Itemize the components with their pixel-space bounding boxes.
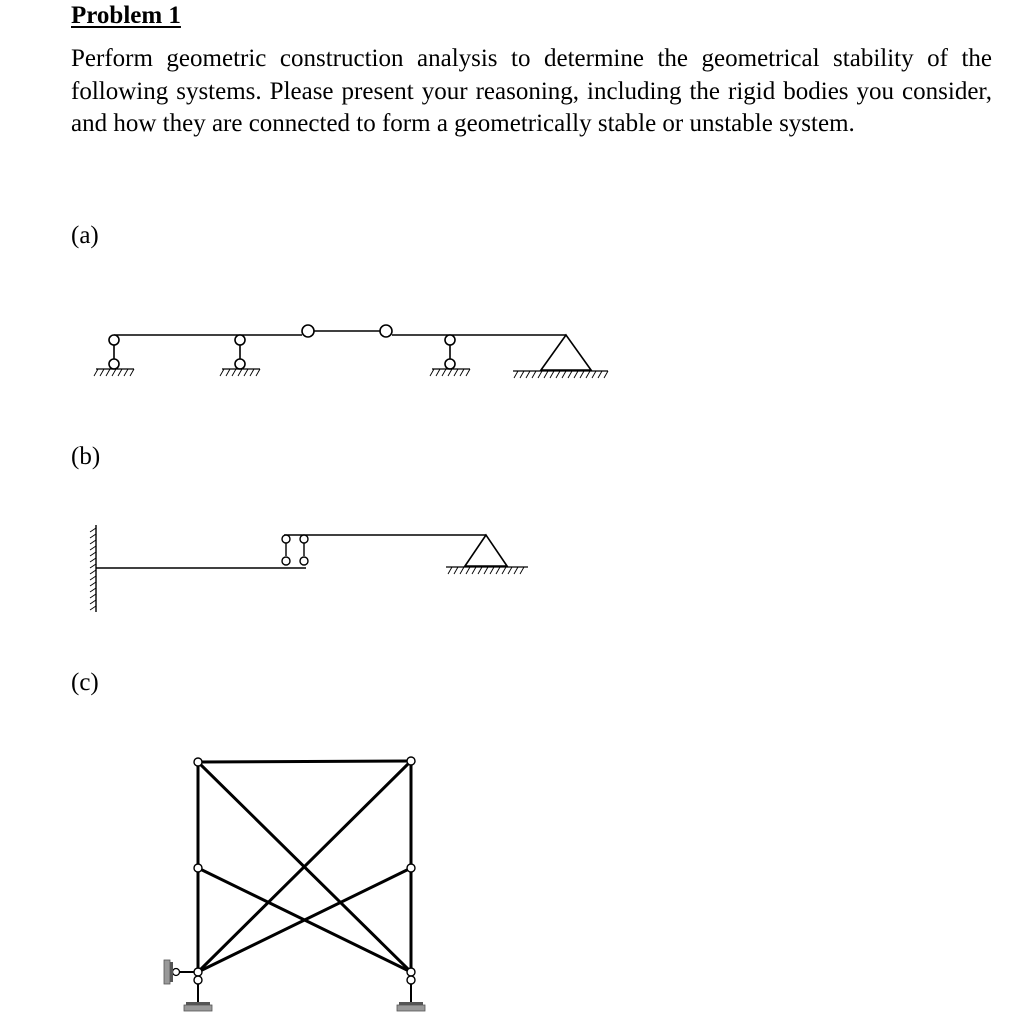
double-link-connection-b: [282, 535, 308, 565]
figure-c-label: (c): [71, 669, 99, 696]
problem-title: Problem 1: [71, 2, 181, 29]
joint-bottom-left: [194, 968, 202, 976]
problem-statement: Perform geometric construction analysis to determine the geometrical stability of the following systems. Please present your reasoning, including the rigid bodies you consider, and how they are connected to form a geometrically stable or unstable system.: [71, 45, 992, 137]
figure-c-diagram: [164, 757, 425, 1011]
frame-top-member: [198, 761, 411, 762]
joint-mid-left: [194, 864, 202, 872]
base-support-left: [184, 976, 212, 1011]
joint-top-left: [194, 758, 202, 766]
pin-support-b: [446, 535, 528, 574]
base-support-right: [397, 976, 425, 1011]
horizontal-link-support-c: [164, 960, 194, 984]
hinge-a-1: [302, 325, 314, 337]
figure-a-diagram: [94, 325, 608, 378]
roller-support-a-3: [430, 335, 470, 376]
hinge-a-2: [380, 325, 392, 337]
figure-b-label: (b): [71, 443, 101, 470]
roller-support-a-1: [94, 335, 134, 376]
figure-b-diagram: [90, 525, 528, 612]
joint-bottom-right: [407, 968, 415, 976]
figure-a-label: (a): [71, 222, 99, 249]
roller-support-a-2: [220, 335, 260, 376]
joint-top-right: [407, 757, 415, 765]
fixed-wall-b: [90, 525, 96, 612]
joint-mid-right: [407, 864, 415, 872]
pin-support-a: [513, 335, 608, 378]
